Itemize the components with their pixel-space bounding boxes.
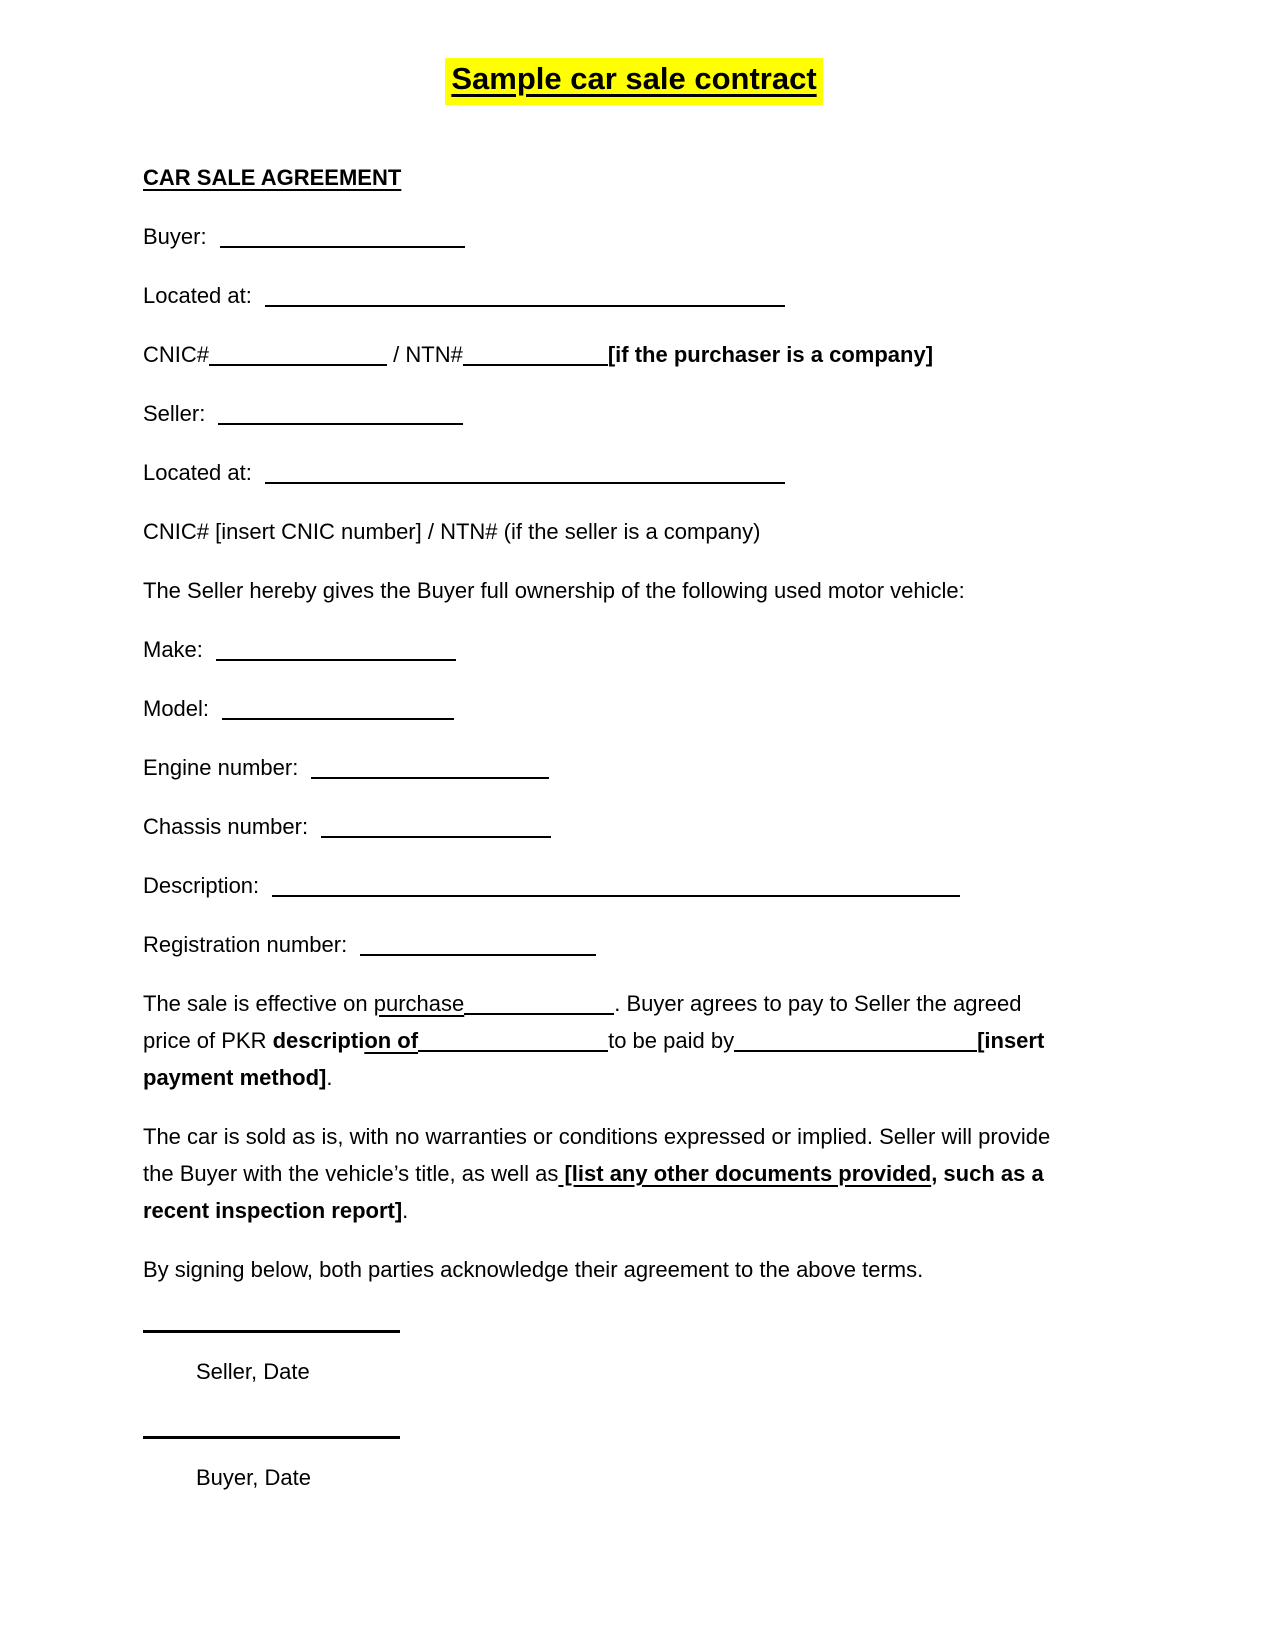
payment-method-note: payment method] bbox=[143, 1064, 327, 1090]
inspection-report-text: recent inspection report] bbox=[143, 1197, 403, 1223]
field-chassis-blank bbox=[321, 836, 551, 838]
field-buyer-cnic-ntn bbox=[143, 336, 1125, 373]
period-text: . bbox=[326, 1064, 333, 1090]
field-located-at-label: Located at: bbox=[143, 282, 252, 308]
closing-statement: By signing below, both parties acknowledge their agreement to the above terms. bbox=[143, 1256, 924, 1282]
description-of-text-part1: descripti bbox=[272, 1027, 365, 1053]
field-buyer-label: Buyer: bbox=[143, 223, 207, 249]
price-amount-blank bbox=[418, 1050, 608, 1052]
purchase-placeholder-text: purchase bbox=[373, 990, 465, 1016]
title-container bbox=[143, 58, 1125, 105]
field-engine-blank bbox=[311, 777, 549, 779]
field-seller bbox=[143, 395, 1125, 432]
field-description bbox=[143, 867, 1125, 904]
field-make bbox=[143, 631, 1125, 668]
field-buyer-located-at bbox=[143, 277, 1125, 314]
field-registration-blank bbox=[360, 954, 596, 956]
field-seller-label: Seller: bbox=[143, 400, 206, 426]
buyer-signature-label: Buyer, Date bbox=[196, 1464, 311, 1490]
field-located-at-blank bbox=[265, 305, 785, 307]
sale-terms-line-2 bbox=[143, 1022, 1125, 1059]
field-make-blank bbox=[216, 659, 456, 661]
field-cnic-blank bbox=[209, 364, 387, 366]
seller-cnic-line: CNIC# [insert CNIC number] / NTN# (if the seller is a company) bbox=[143, 518, 761, 544]
description-of-text-part2: on of bbox=[364, 1027, 419, 1053]
purchaser-company-note: [if the purchaser is a company] bbox=[607, 341, 934, 367]
field-model-blank bbox=[222, 718, 454, 720]
such-as-text: , such as a bbox=[931, 1160, 1044, 1186]
field-located-at2-blank bbox=[265, 482, 785, 484]
insert-bracket-text: [insert bbox=[977, 1027, 1045, 1053]
warranty-paragraph bbox=[143, 1118, 1125, 1229]
field-seller-blank bbox=[218, 423, 463, 425]
price-pkr-text: price of PKR bbox=[143, 1027, 273, 1053]
field-cnic-label: CNIC# bbox=[143, 341, 210, 367]
paid-by-text: to be paid by bbox=[608, 1027, 735, 1053]
field-engine-number bbox=[143, 749, 1125, 786]
field-ntn-blank bbox=[463, 364, 608, 366]
ownership-statement: The Seller hereby gives the Buyer full ownership of the following used motor vehicle: bbox=[143, 577, 965, 603]
field-located-at2-label: Located at: bbox=[143, 459, 252, 485]
field-chassis-number bbox=[143, 808, 1125, 845]
field-seller-located-at bbox=[143, 454, 1125, 491]
period-text-2: . bbox=[402, 1197, 409, 1223]
field-model-label: Model: bbox=[143, 695, 210, 721]
field-registration-label: Registration number: bbox=[143, 931, 348, 957]
field-description-blank bbox=[272, 895, 960, 897]
field-ntn-label: / NTN# bbox=[393, 341, 463, 367]
field-buyer-blank bbox=[220, 246, 465, 248]
payment-method-blank bbox=[734, 1050, 977, 1052]
buyer-agrees-text: . Buyer agrees to pay to Seller the agreed bbox=[614, 990, 1022, 1016]
sale-terms-paragraph bbox=[143, 985, 1125, 1096]
sale-effective-text: The sale is effective on bbox=[143, 990, 374, 1016]
buyer-signature-line bbox=[143, 1436, 400, 1439]
field-description-label: Description: bbox=[143, 872, 260, 898]
field-make-label: Make: bbox=[143, 636, 203, 662]
warranty-line-2 bbox=[143, 1155, 1125, 1192]
warranty-line-3 bbox=[143, 1192, 1125, 1229]
vehicle-title-text: the Buyer with the vehicle’s title, as well as bbox=[143, 1160, 559, 1186]
field-model bbox=[143, 690, 1125, 727]
sale-terms-line-3 bbox=[143, 1059, 1125, 1096]
sale-terms-line-1 bbox=[143, 985, 1125, 1022]
warranty-line-1: The car is sold as is, with no warranties or conditions expressed or implied. Seller will provide bbox=[143, 1123, 1051, 1149]
effective-date-blank bbox=[464, 1013, 614, 1015]
seller-signature-label: Seller, Date bbox=[196, 1358, 310, 1384]
seller-signature-line bbox=[143, 1330, 400, 1333]
field-registration-number bbox=[143, 926, 1125, 963]
documents-provided-placeholder: [list any other documents provided bbox=[558, 1160, 932, 1186]
document-title: Sample car sale contract bbox=[445, 58, 822, 105]
field-engine-label: Engine number: bbox=[143, 754, 299, 780]
field-buyer bbox=[143, 218, 1125, 255]
field-chassis-label: Chassis number: bbox=[143, 813, 309, 839]
agreement-heading: CAR SALE AGREEMENT bbox=[143, 164, 402, 190]
